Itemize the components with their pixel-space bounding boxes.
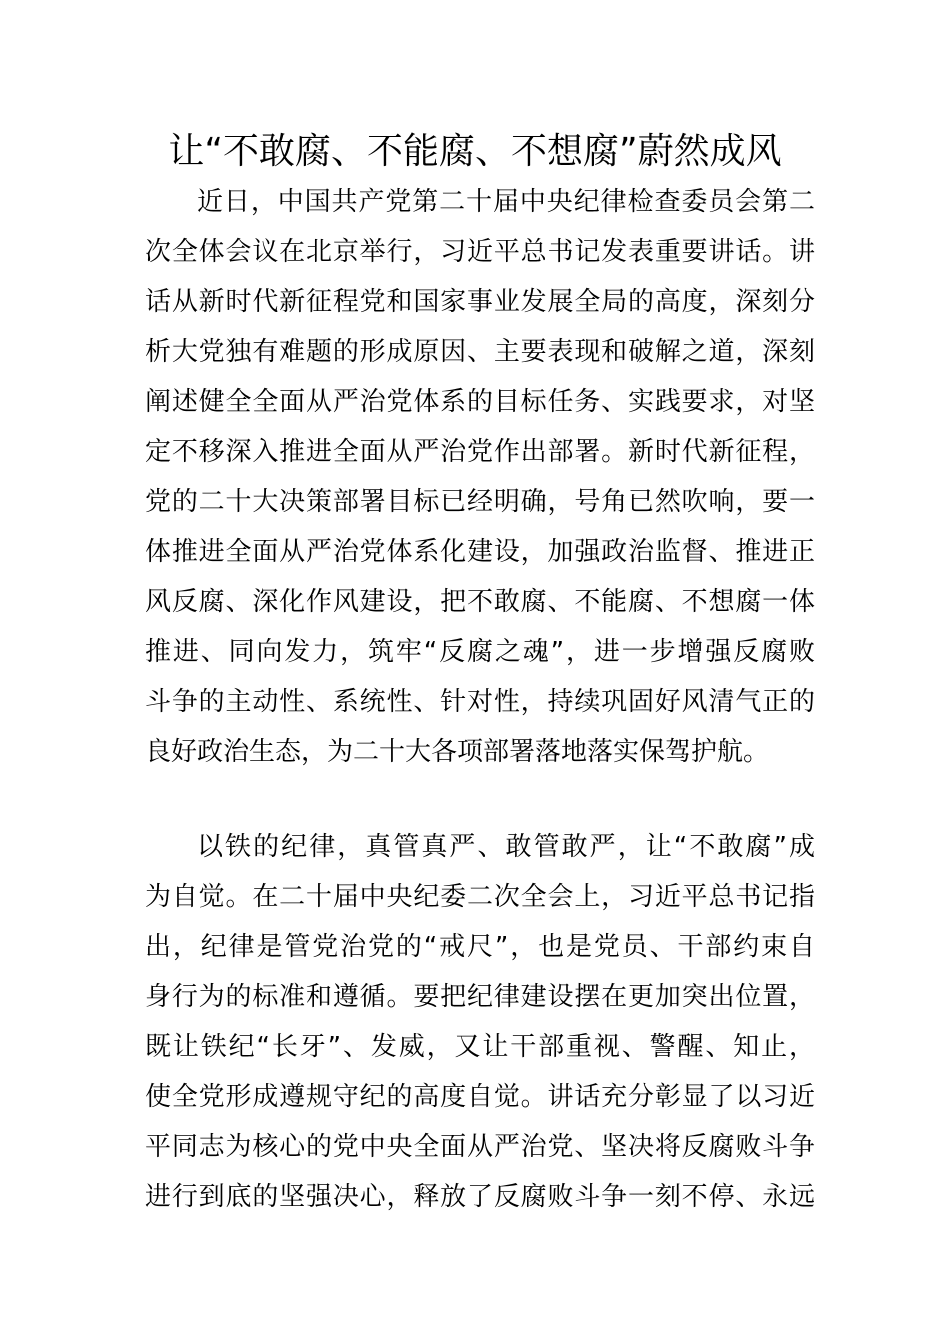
paragraph-line: 风反腐、深化作风建设，把不敢腐、不能腐、不想腐一体 <box>145 587 815 617</box>
paragraph-line: 使全党形成遵规守纪的高度自觉。讲话充分彰显了以习近 <box>145 1082 815 1112</box>
paragraph-1 <box>145 177 815 777</box>
paragraph-line: 平同志为核心的党中央全面从严治党、坚决将反腐败斗争 <box>145 1132 815 1162</box>
paragraph-line: 身行为的标准和遵循。要把纪律建设摆在更加突出位置， <box>145 982 815 1012</box>
paragraph-line: 话从新时代新征程党和国家事业发展全局的高度，深刻分 <box>145 287 815 317</box>
paragraph-line: 体推进全面从严治党体系化建设，加强政治监督、推进正 <box>145 537 815 567</box>
article-title: 让“不敢腐、不能腐、不想腐”蔚然成风 <box>168 131 782 172</box>
paragraph-2 <box>145 822 815 1222</box>
paragraph-line: 斗争的主动性、系统性、针对性，持续巩固好风清气正的 <box>145 687 815 717</box>
paragraph-line: 以铁的纪律，真管真严、敢管敢严，让“不敢腐”成 <box>197 832 815 862</box>
paragraph-line: 阐述健全全面从严治党体系的目标任务、实践要求，对坚 <box>145 387 815 417</box>
paragraph-line: 良好政治生态，为二十大各项部署落地落实保驾护航。 <box>145 737 770 767</box>
paragraph-line: 进行到底的坚强决心，释放了反腐败斗争一刻不停、永远 <box>145 1182 815 1212</box>
paragraph-line: 党的二十大决策部署目标已经明确，号角已然吹响，要一 <box>145 487 815 517</box>
paragraph-line: 推进、同向发力，筑牢“反腐之魂”，进一步增强反腐败 <box>145 637 815 667</box>
paragraph-line: 近日，中国共产党第二十届中央纪律检查委员会第二 <box>197 187 815 217</box>
paragraph-line: 定不移深入推进全面从严治党作出部署。新时代新征程， <box>145 437 815 467</box>
paragraph-line: 析大党独有难题的形成原因、主要表现和破解之道，深刻 <box>145 337 815 367</box>
paragraph-line: 次全体会议在北京举行，习近平总书记发表重要讲话。讲 <box>145 237 815 267</box>
paragraph-line: 出，纪律是管党治党的“戒尺”，也是党员、干部约束自 <box>145 932 815 962</box>
paragraph-line: 为自觉。在二十届中央纪委二次全会上，习近平总书记指 <box>145 882 815 912</box>
paragraph-line: 既让铁纪“长牙”、发威，又让干部重视、警醒、知止， <box>145 1032 815 1062</box>
